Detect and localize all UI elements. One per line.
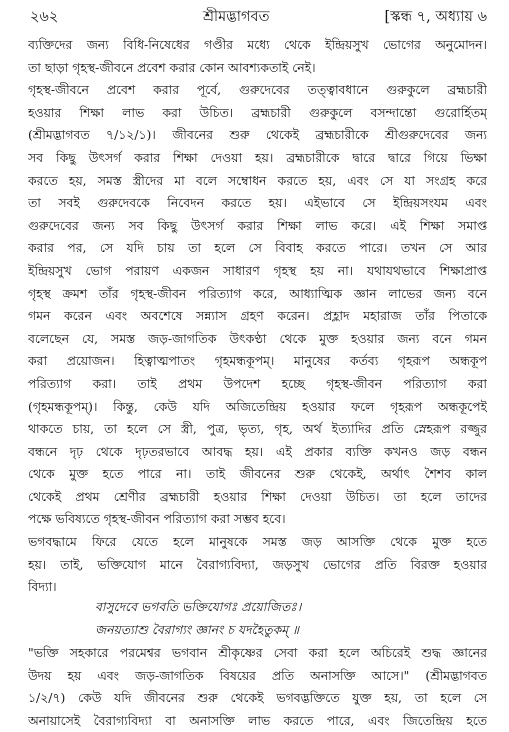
text-line: গৃহস্থ-জীবনে প্রবেশ করার পূর্বে, গুরুদেবের তত্ত্বাবধানে গুরুকুলে ব্রহ্মচারী (28, 82, 487, 98)
text-line: করতে হয়, সমস্ত স্ত্রীদের মা বলে সম্বোধন করতে হয়, এবং সে যা সংগ্রহ করে (28, 172, 487, 188)
book-title: শ্রীমদ্ভাগবত (203, 9, 270, 25)
chapter-reference: [স্কন্ধ ৭, অধ্যায় ৬ (384, 9, 487, 25)
text-line: পক্ষে ভবিষ্যতে গৃহস্থ-জীবন পরিত্যাগ করা সম্ভব হবে। (28, 511, 286, 527)
text-line: "ভক্তি সহকারে পরমেশ্বর ভগবান শ্রীকৃষ্ণের সেবা করা হলে অচিরেই শুদ্ধ জ্ঞানের (28, 645, 487, 660)
text-line: উদয় হয় এবং জড়-জাগতিক বিষয়ের প্রতি অনাসক্তি আসে।" (শ্রীমদ্ভাগবত (28, 667, 487, 683)
closing-text (28, 642, 487, 732)
text-line: (শ্রীমদ্ভাগবত ৭/১২/১)। জীবনের শুরু থেকেই ব্রহ্মচারীকে শ্রীগুরুদেবের জন্য (28, 127, 487, 143)
text-line: (গৃহমন্ধকূপম্)। কিন্তু, কেউ যদি অজিতেন্দ্রিয় হওয়ার ফলে গৃহরূপ অন্ধকূপেই (28, 398, 487, 414)
text-line: সব কিছু উৎসর্গ করার শিক্ষা দেওয়া হয়। ব্রহ্মচারীকে দ্বারে দ্বারে গিয়ে ভিক্ষা (28, 149, 487, 165)
text-line: থাকতে চায়, তা হলে সে স্ত্রী, পুত্র, ভৃত্য, গৃহ, অর্থ ইত্যাদির প্রতি স্নেহরূপ রজ্জুর (28, 421, 487, 437)
text-line: হয়। তাই, ভক্তিযোগ মানে বৈরাগ্যবিদ্যা, জড়সুখ ভোগের প্রতি বিরক্ত হওয়ার (28, 556, 487, 572)
text-line: ইন্দ্রিয়সুখ ভোগ পরায়ণ একজন সাধারণ গৃহস্থ হয় না। যথাযথভাবে শিক্ষাপ্রাপ্ত (28, 262, 487, 278)
text-line: বলেছেন যে, সমস্ত জড়-জাগতিক উৎকণ্ঠা থেকে মুক্ত হওয়ার জন্য বনে গমন (28, 330, 487, 346)
verse-line: বাসুদেবে ভগবতি ভক্তিযোগঃ প্রয়োজিতঃ। (95, 599, 302, 614)
text-line: তা ছাড়া গৃহস্থ-জীবনে প্রবেশ করার কোন আবশ্যকতাই নেই। (28, 59, 316, 75)
page-number: ২৬২ (30, 9, 59, 25)
body-text (28, 34, 487, 599)
text-line: গমন করেন এবং অবশেষে সন্ন্যাস গ্রহণ করেন। প্রহ্লাদ মহারাজ তাঁর পিতাকে (28, 308, 487, 324)
text-line: থেকে মুক্ত হতে পারে না। তাই জীবনের শুরু থেকেই, অর্থাৎ শৈশব কাল (28, 466, 487, 482)
text-line: বিদ্যা। (28, 579, 57, 595)
sanskrit-verse (0, 596, 509, 641)
verse-line: জনয়ত্যাশু বৈরাগ্যং জ্ঞানং চ যদহৈতুকম্ ॥ (95, 621, 300, 637)
text-line: ভগবদ্ধামে ফিরে যেতে হলে মানুষকে সমস্ত জড় আসক্তি থেকে মুক্ত হতে (28, 534, 487, 550)
text-line: ১/২/৭) কেউ যদি জীবনের শুরু থেকেই ভগবদ্ভক্তিতে যুক্ত হয়, তা হলে সে (28, 690, 487, 706)
text-line: ব্যক্তিদের জন্য বিধি-নিষেধের গণ্ডীর মধ্যে থেকে ইন্দ্রিয়সুখ ভোগের অনুমোদন। (28, 37, 487, 52)
text-line: বন্ধনে দৃঢ় থেকে দৃঢ়তরভাবে আবদ্ধ হয়। এই প্রকার ব্যক্তি কখনও জড় বন্ধন (28, 443, 487, 459)
text-line: গুরুদেবের জন্য সব কিছু উৎসর্গ করার শিক্ষা লাভ করে। এই শিক্ষা সমাপ্ত (28, 217, 487, 233)
text-line: গৃহস্থ ক্রমশ তাঁর গৃহস্থ-জীবন পরিত্যাগ করে, আধ্যাত্মিক জ্ঞান লাভের জন্য বনে (28, 285, 487, 301)
text-line: অনায়াসেই বৈরাগ্যবিদ্যা বা অনাসক্তি লাভ করতে পারে, এবং জিতেন্দ্রিয় হতে (28, 712, 487, 728)
text-line: তা সবই গুরুদেবকে নিবেদন করতে হয়। এইভাবে সে ইন্দ্রিয়সংযম এবং (28, 195, 487, 211)
page-header (28, 6, 487, 32)
text-line: পরিত্যাগ করা। তাই প্রথম উপদেশ হচ্ছে গৃহস্থ-জীবন পরিত্যাগ করা (28, 375, 487, 391)
text-line: করার পর, সে যদি চায় তা হলে সে বিবাহ করতে পারে। তখন সে আর (28, 240, 487, 256)
text-line: হওয়ার শিক্ষা লাভ করা উচিত। ব্রহ্মচারী গুরুকুলে বসন্দান্তো গুরোর্হিতম্ (28, 104, 487, 120)
text-line: করা প্রয়োজন। হিত্বাত্মপাতং গৃহমন্ধকূপম্। মানুষের কর্তব্য গৃহরূপ অন্ধকূপ (28, 353, 487, 369)
text-line: থেকেই প্রথম শ্রেণীর ব্রহ্মচারী হওয়ার শিক্ষা দেওয়া উচিত। তা হলে তাদের (28, 488, 487, 504)
